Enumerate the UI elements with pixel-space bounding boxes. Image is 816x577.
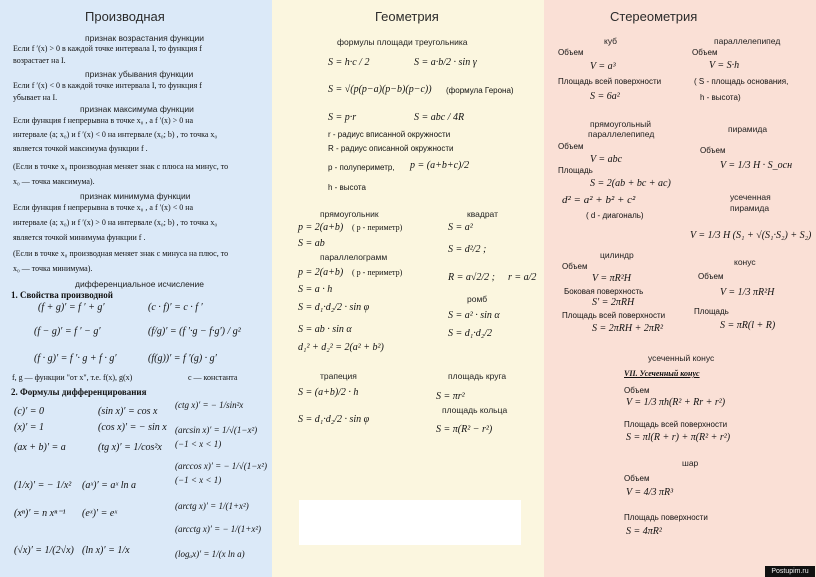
cone-area: S = πR(l + R) <box>720 320 776 331</box>
derivative-title: Производная <box>85 9 165 24</box>
truncated-pyramid-volume: V = 1/3 H (S₁ + √(S₁·S₂) + S₂) <box>690 230 812 241</box>
formulas-heading: 2. Формулы дифференцирования <box>11 387 147 397</box>
cylinder-heading: цилиндр <box>600 250 634 260</box>
cube-surface-label: Площадь всей поверхности <box>558 77 662 86</box>
differential-heading: дифференциальное исчисление <box>75 279 204 289</box>
parallelepiped-note-2: h - высота) <box>700 93 741 102</box>
diff-sin: (sin x)′ = cos x <box>98 406 158 417</box>
parallelepiped-note-1: ( S - площадь основания, <box>694 77 789 86</box>
product-rule: (f · g)′ = f ′· g + f · g′ <box>34 353 117 364</box>
cone-heading: конус <box>734 257 756 267</box>
diff-exponential: (aˣ)′ = aˣ ln a <box>82 480 137 491</box>
square-circumradius: R = a√2/2 ; <box>448 272 495 283</box>
truncated-cone-heading: усеченный конус <box>648 353 715 363</box>
rect-parallelepiped-area: S = 2(ab + bc + ac) <box>590 178 671 189</box>
truncated-cone-volume: V = 1/3 πh(R² + Rr + r²) <box>626 397 726 408</box>
parallelogram-diagonal-area: S = d₁·d₂/2 · sin φ <box>298 302 370 313</box>
sphere-surface: S = 4πR² <box>626 526 662 537</box>
ring-area-formula: S = π(R² − r²) <box>436 424 493 435</box>
maximum-heading: признак максимума функции <box>80 104 194 114</box>
square-inradius: r = a/2 <box>508 272 537 283</box>
height-note: h - высота <box>328 183 366 192</box>
diff-tg: (tg x)′ = 1/cos²x <box>98 442 162 453</box>
minimum-text-3: является точкой минимума функции f . <box>13 233 146 242</box>
parallelepiped-volume: V = S·h <box>709 60 740 71</box>
minimum-text-4: (Если в точке x₀ производная меняет знак с минуса на плюс, то <box>13 249 229 258</box>
triangle-sine-formula: S = a·b/2 · sin γ <box>414 57 477 68</box>
increase-text-1: Если f ′(x) > 0 в каждой точке интервала I, то функция f <box>13 44 202 53</box>
rectangle-heading: прямоугольник <box>320 209 379 219</box>
parallelogram-perimeter: p = 2(a+b) <box>298 267 344 278</box>
decrease-text-1: Если f ′(x) < 0 в каждой точке интервала I, то функция f <box>13 81 202 90</box>
increase-heading: признак возрастания функции <box>85 33 204 43</box>
cylinder-lateral: S' = 2πRH <box>592 297 635 308</box>
cylinder-lateral-label: Боковая поверхность <box>564 287 644 296</box>
pyramid-heading: пирамида <box>728 124 768 134</box>
rect-parallelepiped-area-label: Площадь <box>558 166 593 175</box>
decrease-heading: признак убывания функции <box>85 69 194 79</box>
heron-label: (формула Герона) <box>446 86 514 95</box>
truncated-cone-title: VII. Усеченный конус <box>624 369 700 378</box>
square-area: S = a² <box>448 222 473 233</box>
diff-exp: (eˣ)′ = eˣ <box>82 508 118 519</box>
watermark: Postupim.ru <box>765 566 815 577</box>
diff-arccos: (arccos x)′ = − 1/√(1−x²) <box>175 461 267 471</box>
constant-note: c — константа <box>188 373 238 382</box>
pyramid-volume-label: Объем <box>700 146 726 155</box>
cone-area-label: Площадь <box>694 307 729 316</box>
maximum-text-2: интервале (a; x₀) и f ′(x) < 0 на интервале (x₀; b) , то точка x₀ <box>13 130 218 139</box>
maximum-text-5: x₀ — точка максимума). <box>13 177 95 186</box>
diff-ctg: (ctg x)′ = − 1/sin²x <box>175 400 244 410</box>
triangle-inradius-formula: S = p·r <box>328 112 357 123</box>
cylinder-volume-label: Объем <box>562 262 588 271</box>
rectangle-perimeter-note: ( p - периметр) <box>352 223 403 232</box>
diff-log: (logₐx)′ = 1/(x ln a) <box>175 549 245 559</box>
minimum-text-1: Если функция f непрерывна в точке x₀ , а f ′(x) < 0 на <box>13 203 194 212</box>
cylinder-volume: V = πR²H <box>592 273 632 284</box>
square-diagonal-area: S = d²/2 ; <box>448 244 487 255</box>
cone-volume: V = 1/3 πR²H <box>720 287 775 298</box>
triangle-circumradius-formula: S = abc / 4R <box>414 112 465 123</box>
blank-patch <box>299 500 521 545</box>
cone-volume-label: Объем <box>698 272 724 281</box>
difference-rule: (f − g)′ = f ′ − g′ <box>34 326 101 337</box>
semiperimeter-note: p - полупериметр, <box>328 163 395 172</box>
geometry-column <box>272 0 544 577</box>
rhombus-diagonal-area: S = d₁·d₂/2 <box>448 328 492 339</box>
diff-arcctg: (arcctg x)′ = − 1/(1+x²) <box>175 524 262 534</box>
sphere-heading: шар <box>682 458 699 468</box>
parallelepiped-heading: параллелепипед <box>714 36 781 46</box>
diagonal-note: ( d - диагональ) <box>586 211 644 220</box>
cylinder-surface-label: Площадь всей поверхности <box>562 311 666 320</box>
minimum-text-2: интервале (a; x₀) и f ′(x) > 0 на интервале (x₀; b) , то точка x₀ <box>13 218 218 227</box>
cube-heading: куб <box>604 36 618 46</box>
stereometry-title: Стереометрия <box>610 9 698 24</box>
rectangle-perimeter: p = 2(a+b) <box>298 222 344 233</box>
ring-area-heading: площадь кольца <box>442 405 508 415</box>
diff-power: (xⁿ)′ = n xⁿ⁻¹ <box>14 508 66 519</box>
increase-text-2: возрастает на I. <box>13 56 66 65</box>
sum-rule: (f + g)′ = f ′ + g′ <box>38 302 105 313</box>
sphere-volume-label: Объем <box>624 474 650 483</box>
decrease-text-2: убывает на I. <box>13 93 58 102</box>
minimum-heading: признак минимума функции <box>80 191 191 201</box>
cube-surface: S = 6a² <box>590 91 620 102</box>
square-heading: квадрат <box>467 209 498 219</box>
rectangle-area: S = ab <box>298 238 325 249</box>
rhombus-sine-area: S = a² · sin α <box>448 310 500 321</box>
pyramid-volume: V = 1/3 H · S_осн <box>720 160 793 171</box>
trapezoid-area: S = (a+b)/2 · h <box>298 387 359 398</box>
truncated-cone-surface-label: Площадь всей поверхности <box>624 420 728 429</box>
diff-arcsin: (arcsin x)′ = 1/√(1−x²) <box>175 425 258 435</box>
diff-x: (x)′ = 1 <box>14 422 45 433</box>
stereometry-column <box>544 0 816 577</box>
properties-heading: 1. Свойства производной <box>11 290 113 300</box>
rect-parallelepiped-volume: V = abc <box>590 154 623 165</box>
inradius-note: r - радиус вписанной окружности <box>328 130 451 139</box>
truncated-pyramid-heading-1: усеченная <box>730 192 771 202</box>
parallelogram-height-area: S = a · h <box>298 284 333 295</box>
functions-note: f, g — функции "от x", т.е. f(x), g(x) <box>12 373 133 382</box>
rect-parallelepiped-diagonal: d² = a² + b² + c² <box>562 194 636 206</box>
quotient-rule: (f/g)′ = (f ′·g − f·g′) / g² <box>148 326 241 337</box>
diff-arctg: (arctg x)′ = 1/(1+x²) <box>175 501 249 511</box>
diff-const: (c)′ = 0 <box>14 406 45 417</box>
semiperimeter-formula: p = (a+b+c)/2 <box>410 160 470 171</box>
minimum-text-5: x₀ — точка минимума). <box>13 264 93 273</box>
triangle-height-formula: S = h·c / 2 <box>328 57 370 68</box>
heron-formula: S = √(p(p−a)(p−b)(p−c)) <box>328 84 432 95</box>
truncated-pyramid-heading-2: пирамида <box>730 203 770 213</box>
sphere-volume: V = 4/3 πR³ <box>626 487 674 498</box>
circle-area-heading: площадь круга <box>448 371 507 381</box>
maximum-text-1: Если функция f непрерывна в точке x₀ , а f ′(x) > 0 на <box>13 116 194 125</box>
cube-volume: V = a³ <box>590 61 616 72</box>
diff-sqrt: (√x)′ = 1/(2√x) <box>14 545 74 556</box>
truncated-cone-volume-label: Объем <box>624 386 650 395</box>
parallelepiped-volume-label: Объем <box>692 48 718 57</box>
parallelogram-perimeter-note: ( p - периметр) <box>352 268 403 277</box>
rect-parallelepiped-volume-label: Объем <box>558 142 584 151</box>
derivative-column <box>0 0 272 577</box>
constant-rule: (c · f)′ = c · f ′ <box>148 302 203 313</box>
sphere-surface-label: Площадь поверхности <box>624 513 708 522</box>
rhombus-heading: ромб <box>467 294 488 304</box>
circumradius-note: R - радиус описанной окружности <box>328 144 454 153</box>
parallelogram-heading: параллелограмм <box>320 252 388 262</box>
cylinder-surface: S = 2πRH + 2πR² <box>592 323 663 334</box>
trapezoid-heading: трапеция <box>320 371 357 381</box>
geometry-title: Геометрия <box>375 9 439 24</box>
rect-parallelepiped-heading-2: параллелепипед <box>588 129 655 139</box>
maximum-text-3: является точкой максимума функции f . <box>13 144 148 153</box>
diff-reciprocal: (1/x)′ = − 1/x² <box>14 480 72 491</box>
trapezoid-diagonal-area: S = d₁·d₂/2 · sin φ <box>298 414 370 425</box>
parallelogram-diagonals: d₁² + d₂² = 2(a² + b²) <box>298 342 384 353</box>
diff-cos: (cos x)′ = − sin x <box>98 422 167 433</box>
parallelogram-sine-area: S = ab · sin α <box>298 324 352 335</box>
diff-ln: (ln x)′ = 1/x <box>82 545 130 556</box>
maximum-text-4: (Если в точке x₀ производная меняет знак с плюса на минус, то <box>13 162 229 171</box>
rect-parallelepiped-heading-1: прямоугольный <box>590 119 651 129</box>
circle-area-formula: S = πr² <box>436 391 465 402</box>
chain-rule: (f(g))′ = f ′(g) · g′ <box>148 353 217 364</box>
arccos-domain: (−1 < x < 1) <box>175 475 222 485</box>
cube-volume-label: Объем <box>558 48 584 57</box>
truncated-cone-surface: S = πl(R + r) + π(R² + r²) <box>626 432 731 443</box>
arcsin-domain: (−1 < x < 1) <box>175 439 222 449</box>
diff-linear: (ax + b)′ = a <box>14 442 66 453</box>
triangle-heading: формулы площади треугольника <box>337 37 468 47</box>
